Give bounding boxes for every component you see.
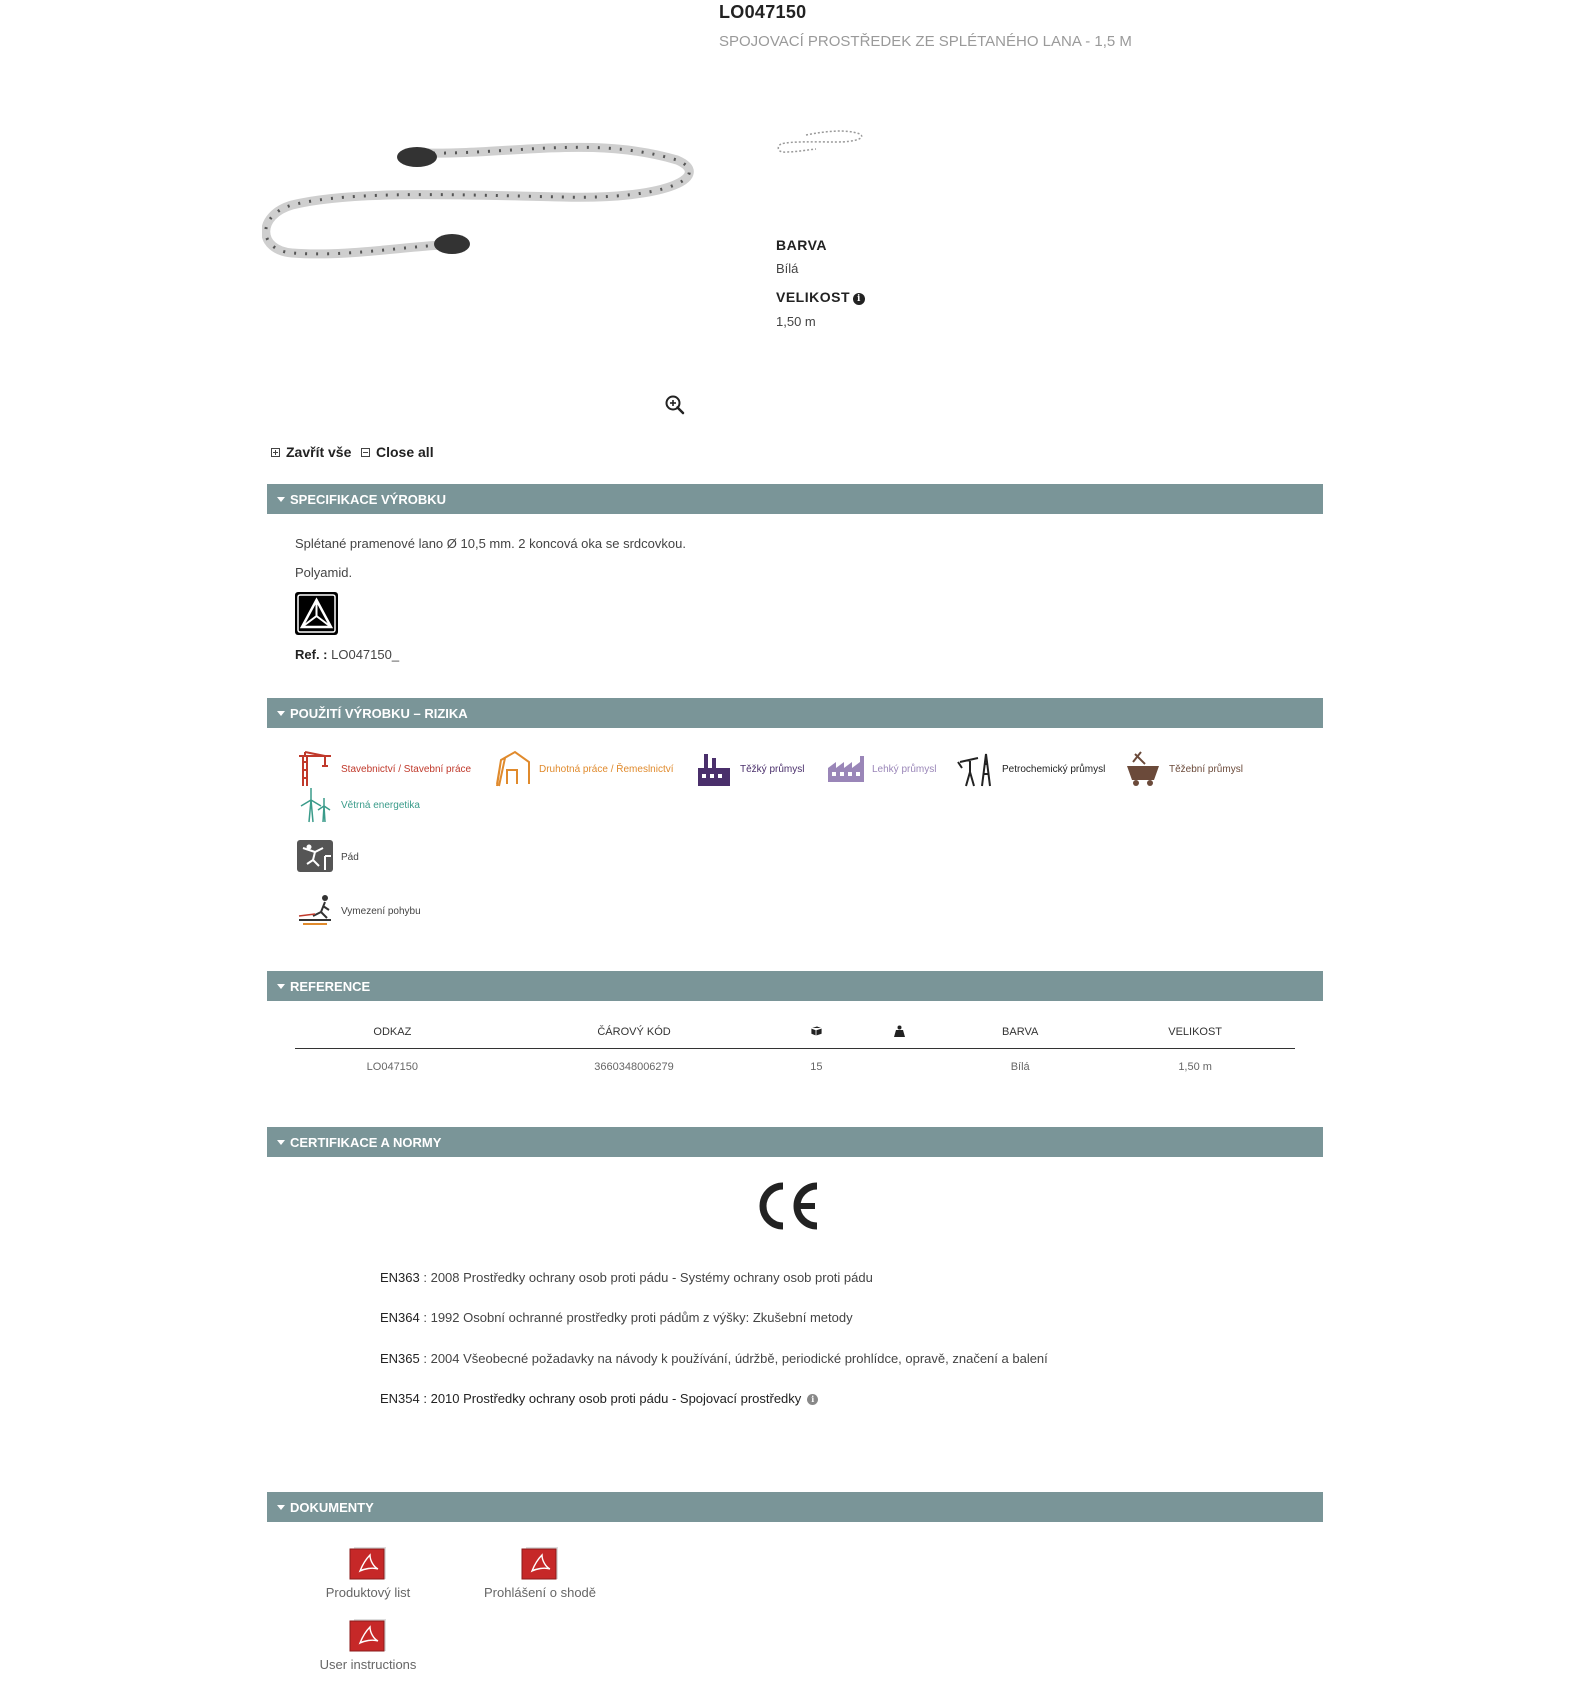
- pdf-icon: [348, 1545, 388, 1581]
- norm-text: : 2004 Všeobecné požadavky na návody k používání, údržbě, periodické prohlídce, opravě, značení a balení: [419, 1351, 1048, 1366]
- document-label: Prohlášení o shodě: [483, 1585, 597, 1600]
- reference-table: [295, 1016, 1295, 1085]
- norm-code: EN364: [380, 1310, 420, 1325]
- section-use-title: POUŽITÍ VÝROBKU – RIZIKA: [290, 705, 468, 721]
- close-all-toggle[interactable]: [361, 444, 434, 460]
- section-spec-header[interactable]: [267, 484, 1323, 514]
- document-declaration[interactable]: [455, 1545, 625, 1600]
- pdf-icon: [348, 1617, 388, 1653]
- cell-weight: [854, 1049, 945, 1086]
- box-icon: [810, 1025, 823, 1037]
- col-header-weight: [854, 1016, 945, 1049]
- use-item-wind-energy: [295, 786, 420, 824]
- use-label: Těžební průmysl: [1169, 763, 1243, 775]
- col-header-box: [778, 1016, 854, 1049]
- document-label: User instructions: [319, 1657, 417, 1672]
- section-cert-title: CERTIFIKACE A NORMY: [290, 1134, 442, 1150]
- cell-reference: LO047150: [366, 1061, 419, 1073]
- caret-down-icon: [277, 1140, 285, 1145]
- house-icon: [493, 750, 533, 788]
- ce-mark-icon: [755, 1180, 823, 1232]
- risk-label: Pád: [341, 851, 359, 863]
- section-reference-header[interactable]: [267, 971, 1323, 1001]
- caret-down-icon: [277, 497, 285, 502]
- product-line-logo-icon: [295, 592, 338, 635]
- use-label: Těžký průmysl: [740, 763, 805, 775]
- spec-ref: [295, 647, 399, 662]
- spec-material: Polyamid.: [295, 565, 353, 580]
- document-product-sheet[interactable]: [283, 1545, 453, 1600]
- weight-icon: [894, 1025, 905, 1037]
- cell-size: 1,50 m: [1178, 1061, 1212, 1073]
- use-item-construction: [295, 750, 471, 788]
- risk-label: Vymezení pohybu: [341, 905, 421, 917]
- collapse-icon: [361, 448, 370, 457]
- expand-all-toggle[interactable]: [271, 444, 351, 460]
- use-label: Druhotná práce / Řemeslnictví: [539, 763, 674, 775]
- close-all-label: Close all: [376, 444, 434, 460]
- norm-code: EN354: [380, 1391, 420, 1406]
- spec-ref-label: Ref. :: [295, 647, 328, 662]
- pdf-icon: [520, 1545, 560, 1581]
- cell-box-qty: 15: [810, 1061, 823, 1073]
- info-icon[interactable]: i: [853, 293, 865, 305]
- table-row[interactable]: [295, 1049, 1295, 1086]
- use-item-crafts: [493, 750, 674, 788]
- caret-down-icon: [277, 984, 285, 989]
- light-factory-icon: [826, 750, 866, 788]
- section-spec-title: SPECIFIKACE VÝROBKU: [290, 491, 447, 507]
- norm-code: EN363: [380, 1270, 420, 1285]
- norm-en364: [380, 1310, 853, 1325]
- cell-color: Bílá: [1010, 1061, 1030, 1073]
- use-label: Petrochemický průmysl: [1002, 763, 1106, 775]
- norm-en365: [380, 1351, 1048, 1366]
- document-label: Produktový list: [325, 1585, 411, 1600]
- use-item-light-industry: [826, 750, 936, 788]
- product-thumbnail[interactable]: [776, 125, 864, 160]
- mine-cart-icon: [1123, 750, 1163, 788]
- color-label: BARVA: [776, 237, 827, 253]
- product-code: LO047150: [719, 2, 807, 22]
- use-label: Větrná energetika: [341, 799, 420, 811]
- norm-text: : 2010 Prostředky ochrany osob proti pádu - Spojovací prostředky: [419, 1391, 802, 1406]
- size-value: 1,50 m: [776, 314, 816, 329]
- restraint-icon: [295, 892, 335, 930]
- col-header-barcode: ČÁROVÝ KÓD: [490, 1016, 779, 1049]
- norm-en354: [380, 1391, 818, 1406]
- product-name: SPOJOVACÍ PROSTŘEDEK ZE SPLÉTANÉHO LANA - 1,5 M: [719, 33, 1132, 50]
- table-header-row: [295, 1016, 1295, 1049]
- norm-code: EN365: [380, 1351, 420, 1366]
- oil-pump-icon: [956, 750, 996, 788]
- cell-barcode: 3660348006279: [594, 1061, 674, 1073]
- col-header-reference: ODKAZ: [295, 1016, 490, 1049]
- heavy-factory-icon: [694, 750, 734, 788]
- expand-all-label: Zavřít vše: [286, 444, 352, 460]
- caret-down-icon: [277, 711, 285, 716]
- section-cert-header[interactable]: [267, 1127, 1323, 1157]
- spec-description: Splétané pramenové lano Ø 10,5 mm. 2 koncová oka se srdcovkou.: [295, 536, 686, 551]
- document-user-instructions[interactable]: [283, 1617, 453, 1672]
- spec-ref-value: LO047150_: [331, 647, 400, 662]
- section-reference-title: REFERENCE: [290, 978, 371, 994]
- col-header-color: BARVA: [945, 1016, 1095, 1049]
- norm-text: : 2008 Prostředky ochrany osob proti pádu - Systémy ochrany osob proti pádu: [419, 1270, 873, 1285]
- expand-icon: [271, 448, 280, 457]
- crane-icon: [295, 750, 335, 788]
- use-item-mining: [1123, 750, 1243, 788]
- col-header-size: VELIKOST: [1095, 1016, 1295, 1049]
- wind-turbine-icon: [295, 786, 335, 824]
- norm-text: : 1992 Osobní ochranné prostředky proti pádům z výšky: Zkušební metody: [419, 1310, 853, 1325]
- risk-item-restraint: [295, 892, 421, 930]
- fall-icon: [295, 838, 335, 876]
- section-use-header[interactable]: [267, 698, 1323, 728]
- product-image[interactable]: [262, 135, 698, 287]
- color-value: Bílá: [776, 261, 799, 276]
- risk-item-fall: [295, 838, 359, 876]
- norm-en363: [380, 1270, 873, 1285]
- caret-down-icon: [277, 1505, 285, 1510]
- size-label: VELIKOST: [776, 289, 851, 305]
- use-item-heavy-industry: [694, 750, 804, 788]
- size-label-wrap: [776, 289, 865, 305]
- use-item-petrochemical: [956, 750, 1105, 788]
- section-docs-header[interactable]: [267, 1492, 1323, 1522]
- use-label: Stavebnictví / Stavební práce: [341, 763, 472, 775]
- section-docs-title: DOKUMENTY: [290, 1499, 374, 1515]
- info-icon[interactable]: i: [807, 1394, 818, 1405]
- zoom-icon[interactable]: [664, 394, 686, 416]
- use-label: Lehký průmysl: [872, 763, 937, 775]
